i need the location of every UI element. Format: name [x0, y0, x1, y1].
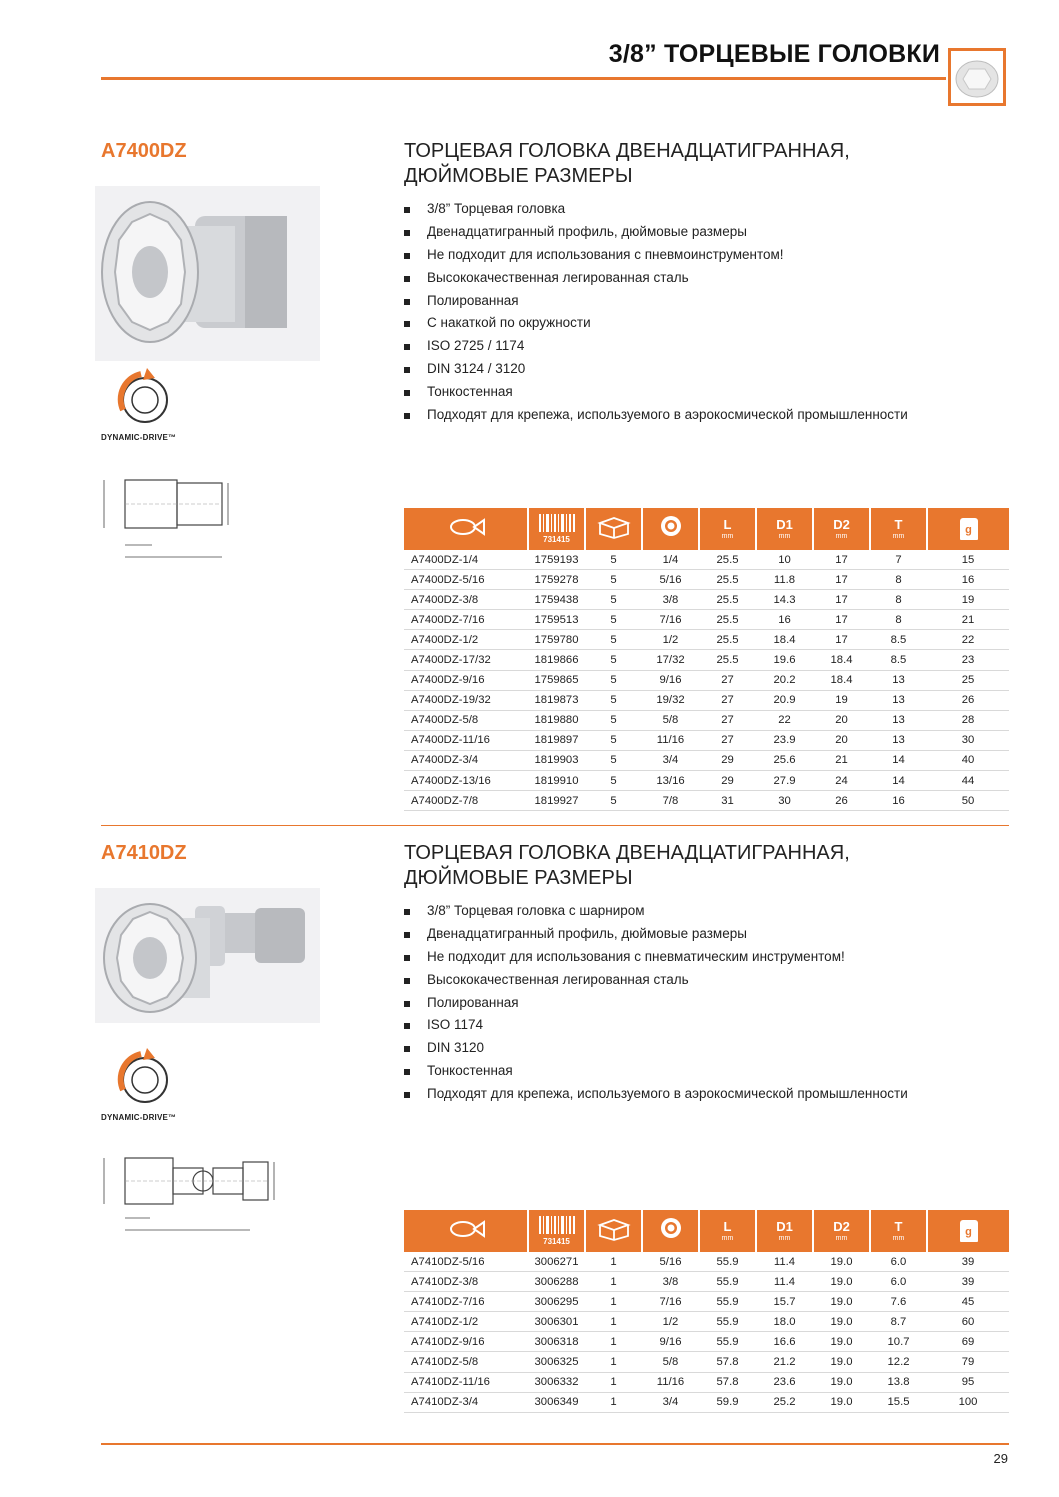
table-cell: 29	[699, 750, 756, 770]
barcode-icon	[528, 508, 585, 550]
table-cell: 3006325	[528, 1352, 585, 1372]
table-cell: 11/16	[642, 730, 699, 750]
table-cell: 3006288	[528, 1272, 585, 1292]
table-cell: 3/4	[642, 1392, 699, 1412]
table-cell: 40	[927, 750, 1009, 770]
table-cell: 5/16	[642, 1252, 699, 1272]
dimension-drawing	[100, 475, 235, 565]
table-cell: 21.2	[756, 1352, 813, 1372]
table-cell: 5	[585, 570, 642, 590]
table-cell: 27	[699, 710, 756, 730]
table-cell: 5	[585, 610, 642, 630]
table-row	[404, 1372, 1009, 1392]
table-cell: A7400DZ-7/8	[404, 791, 528, 811]
table-cell: 59.9	[699, 1392, 756, 1412]
table-cell: A7410DZ-3/8	[404, 1272, 528, 1292]
table-cell: 17	[813, 630, 870, 650]
table-cell: 16	[870, 791, 927, 811]
table-cell: 3006301	[528, 1312, 585, 1332]
table-cell: 19.0	[813, 1312, 870, 1332]
table-row	[404, 1332, 1009, 1352]
table-cell: 30	[927, 730, 1009, 750]
table-cell: 1/2	[642, 630, 699, 650]
table-cell: 3/8	[642, 1272, 699, 1292]
d2-header: D2 mm	[813, 508, 870, 550]
table-cell: A7400DZ-13/16	[404, 771, 528, 791]
page-title: 3/8” ТОРЦЕВЫЕ ГОЛОВКИ	[608, 40, 940, 68]
d1-header: D1 mm	[756, 508, 813, 550]
table-cell: 19.0	[813, 1372, 870, 1392]
table-row	[404, 1252, 1009, 1272]
table-cell: 5	[585, 670, 642, 690]
table-cell: 25.5	[699, 590, 756, 610]
table-cell: 5	[585, 550, 642, 570]
table-row	[404, 670, 1009, 690]
table-cell: 3006332	[528, 1372, 585, 1392]
table-cell: 19/32	[642, 690, 699, 710]
table-cell: 1759278	[528, 570, 585, 590]
product-title-line: ДЮЙМОВЫЕ РАЗМЕРЫ	[404, 867, 633, 889]
table-cell: 13	[870, 690, 927, 710]
feature-item: ISO 2725 / 1174	[404, 335, 908, 358]
barcode-icon	[528, 1210, 585, 1252]
table-cell: 5	[585, 771, 642, 791]
table-row	[404, 570, 1009, 590]
table-cell: 9/16	[642, 1332, 699, 1352]
table-row	[404, 1292, 1009, 1312]
table-cell: A7400DZ-3/4	[404, 750, 528, 770]
product-title-line: ДЮЙМОВЫЕ РАЗМЕРЫ	[404, 165, 633, 187]
dimension-drawing	[100, 1150, 280, 1240]
table-cell: 55.9	[699, 1332, 756, 1352]
table-cell: 57.8	[699, 1372, 756, 1392]
socket-category-icon	[948, 48, 1006, 106]
table-row	[404, 630, 1009, 650]
table-cell: 13	[870, 730, 927, 750]
table-cell: 44	[927, 771, 1009, 791]
table-cell: 8	[870, 610, 927, 630]
product-photo	[95, 888, 320, 1023]
table-cell: 26	[813, 791, 870, 811]
table-cell: 16	[756, 610, 813, 630]
table-cell: 55.9	[699, 1252, 756, 1272]
d2-header: D2 mm	[813, 1210, 870, 1252]
table-cell: 45	[927, 1292, 1009, 1312]
table-cell: A7400DZ-3/8	[404, 590, 528, 610]
table-cell: 5	[585, 730, 642, 750]
length-header: L mm	[699, 1210, 756, 1252]
table-cell: 5/16	[642, 570, 699, 590]
table-cell: 31	[699, 791, 756, 811]
product-code: A7400DZ	[101, 140, 187, 162]
table-cell: 14.3	[756, 590, 813, 610]
table-cell: 17/32	[642, 650, 699, 670]
table-cell: 25.5	[699, 550, 756, 570]
table-cell: 1759513	[528, 610, 585, 630]
table-cell: 1	[585, 1332, 642, 1352]
table-cell: A7410DZ-3/4	[404, 1392, 528, 1412]
feature-item: Подходят для крепежа, используемого в аэрокосмической промышленности	[404, 1083, 908, 1106]
table-cell: A7400DZ-19/32	[404, 690, 528, 710]
table-cell: 22	[927, 630, 1009, 650]
feature-item: 3/8” Торцевая головка	[404, 198, 908, 221]
table-cell: 5	[585, 750, 642, 770]
table-cell: A7410DZ-11/16	[404, 1372, 528, 1392]
table-cell: 30	[756, 791, 813, 811]
table-cell: 18.4	[813, 670, 870, 690]
table-row	[404, 1352, 1009, 1372]
dynamic-drive-label: DYNAMIC-DRIVE™	[101, 433, 177, 442]
socket-12pt-icon	[642, 508, 699, 550]
dynamic-drive-logo	[101, 1040, 201, 1122]
table-cell: 1819910	[528, 771, 585, 791]
table-cell: 3006349	[528, 1392, 585, 1412]
table-cell: 27	[699, 690, 756, 710]
table-cell: 1819866	[528, 650, 585, 670]
table-cell: 1819873	[528, 690, 585, 710]
table-cell: 19	[927, 590, 1009, 610]
feature-item: Не подходит для использования с пневмоинструментом!	[404, 244, 908, 267]
table-cell: 1/4	[642, 550, 699, 570]
table-cell: A7410DZ-1/2	[404, 1312, 528, 1332]
table-cell: 7/16	[642, 1292, 699, 1312]
table-cell: 1/2	[642, 1312, 699, 1332]
table-cell: 8.7	[870, 1312, 927, 1332]
table-cell: 23.9	[756, 730, 813, 750]
table-cell: 21	[813, 750, 870, 770]
table-cell: 25.5	[699, 650, 756, 670]
table-cell: 19.0	[813, 1392, 870, 1412]
table-cell: 1759780	[528, 630, 585, 650]
table-cell: 19.0	[813, 1272, 870, 1292]
box-icon	[585, 1210, 642, 1252]
socket-12pt-icon	[642, 1210, 699, 1252]
table-cell: A7400DZ-7/16	[404, 610, 528, 630]
table-row	[404, 590, 1009, 610]
table-cell: 20.9	[756, 690, 813, 710]
fish-icon	[404, 508, 528, 550]
table-cell: 27	[699, 670, 756, 690]
table-cell: 10	[756, 550, 813, 570]
table-cell: 69	[927, 1332, 1009, 1352]
table-cell: 20	[813, 710, 870, 730]
spec-table	[404, 1210, 1009, 1413]
feature-item: Высококачественная легированная сталь	[404, 267, 908, 290]
table-cell: 23	[927, 650, 1009, 670]
table-cell: 14	[870, 750, 927, 770]
table-cell: 11.4	[756, 1252, 813, 1272]
table-row	[404, 791, 1009, 811]
dynamic-drive-label: DYNAMIC-DRIVE™	[101, 1113, 177, 1122]
table-cell: 79	[927, 1352, 1009, 1372]
feature-item: Тонкостенная	[404, 381, 908, 404]
section-divider	[101, 825, 1009, 826]
feature-item: DIN 3124 / 3120	[404, 358, 908, 381]
feature-item: Не подходит для использования с пневматическим инструментом!	[404, 946, 908, 969]
table-row	[404, 650, 1009, 670]
spec-table	[404, 508, 1009, 811]
table-cell: 25	[927, 670, 1009, 690]
table-cell: 16	[927, 570, 1009, 590]
table-cell: A7400DZ-17/32	[404, 650, 528, 670]
table-cell: 1	[585, 1372, 642, 1392]
table-cell: A7410DZ-5/16	[404, 1252, 528, 1272]
table-cell: 17	[813, 590, 870, 610]
table-cell: 29	[699, 771, 756, 791]
table-cell: 7/8	[642, 791, 699, 811]
table-cell: 23.6	[756, 1372, 813, 1392]
table-cell: 15.7	[756, 1292, 813, 1312]
product-title	[404, 139, 964, 189]
feature-item: С накаткой по окружности	[404, 312, 908, 335]
table-body	[404, 1252, 1009, 1412]
table-cell: 5	[585, 590, 642, 610]
table-row	[404, 1392, 1009, 1412]
table-cell: 25.2	[756, 1392, 813, 1412]
t-header: T mm	[870, 1210, 927, 1252]
table-cell: 60	[927, 1312, 1009, 1332]
table-cell: 11/16	[642, 1372, 699, 1392]
box-icon	[585, 508, 642, 550]
table-cell: 8.5	[870, 630, 927, 650]
table-cell: 14	[870, 771, 927, 791]
table-cell: 5	[585, 650, 642, 670]
feature-item: ISO 1174	[404, 1014, 908, 1037]
product-code: A7410DZ	[101, 842, 187, 864]
table-cell: 5	[585, 791, 642, 811]
table-cell: 1759865	[528, 670, 585, 690]
table-row	[404, 771, 1009, 791]
table-cell: 18.4	[813, 650, 870, 670]
table-cell: 7/16	[642, 610, 699, 630]
table-row	[404, 750, 1009, 770]
feature-item: Двенадцатигранный профиль, дюймовые размеры	[404, 221, 908, 244]
table-cell: 5	[585, 630, 642, 650]
table-cell: 1759438	[528, 590, 585, 610]
table-cell: 19.0	[813, 1292, 870, 1312]
header-rule	[101, 77, 946, 80]
barcode-number: 731415	[543, 1237, 570, 1246]
product-title-line: ТОРЦЕВАЯ ГОЛОВКА ДВЕНАДЦАТИГРАННАЯ,	[404, 140, 850, 162]
table-cell: 13	[870, 670, 927, 690]
feature-item: Подходят для крепежа, используемого в аэрокосмической промышленности	[404, 404, 908, 427]
table-cell: 13.8	[870, 1372, 927, 1392]
table-cell: 8.5	[870, 650, 927, 670]
feature-item: Полированная	[404, 290, 908, 313]
table-cell: 55.9	[699, 1292, 756, 1312]
table-cell: 17	[813, 570, 870, 590]
table-cell: 5/8	[642, 710, 699, 730]
feature-list	[404, 900, 908, 1106]
table-cell: A7400DZ-5/8	[404, 710, 528, 730]
table-row	[404, 1272, 1009, 1292]
table-row	[404, 690, 1009, 710]
feature-list	[404, 198, 908, 427]
feature-item: DIN 3120	[404, 1037, 908, 1060]
table-cell: 16.6	[756, 1332, 813, 1352]
table-row	[404, 610, 1009, 630]
table-cell: 28	[927, 710, 1009, 730]
table-cell: 57.8	[699, 1352, 756, 1372]
table-cell: 26	[927, 690, 1009, 710]
table-cell: 19.0	[813, 1332, 870, 1352]
table-cell: 10.7	[870, 1332, 927, 1352]
table-cell: 5	[585, 690, 642, 710]
table-cell: 18.0	[756, 1312, 813, 1332]
length-header: L mm	[699, 508, 756, 550]
table-cell: 25.5	[699, 610, 756, 630]
table-cell: 8	[870, 590, 927, 610]
table-cell: 1	[585, 1352, 642, 1372]
t-header: T mm	[870, 508, 927, 550]
dynamic-drive-logo	[101, 360, 201, 442]
table-cell: 19.0	[813, 1352, 870, 1372]
table-cell: A7400DZ-1/4	[404, 550, 528, 570]
table-cell: 1819880	[528, 710, 585, 730]
table-header-row	[404, 508, 1009, 550]
table-cell: 1	[585, 1392, 642, 1412]
table-row	[404, 730, 1009, 750]
table-cell: 12.2	[870, 1352, 927, 1372]
table-cell: 27	[699, 730, 756, 750]
table-body	[404, 550, 1009, 811]
feature-item: 3/8” Торцевая головка с шарниром	[404, 900, 908, 923]
table-cell: 7.6	[870, 1292, 927, 1312]
footer-rule	[101, 1443, 1009, 1445]
table-cell: 19	[813, 690, 870, 710]
table-cell: 15.5	[870, 1392, 927, 1412]
table-cell: A7400DZ-1/2	[404, 630, 528, 650]
table-cell: 22	[756, 710, 813, 730]
fish-icon	[404, 1210, 528, 1252]
table-cell: 18.4	[756, 630, 813, 650]
table-cell: 6.0	[870, 1252, 927, 1272]
table-cell: 1819927	[528, 791, 585, 811]
table-cell: 39	[927, 1272, 1009, 1292]
table-cell: 19.6	[756, 650, 813, 670]
table-cell: 9/16	[642, 670, 699, 690]
feature-item: Полированная	[404, 992, 908, 1015]
table-cell: A7410DZ-5/8	[404, 1352, 528, 1372]
table-cell: A7410DZ-7/16	[404, 1292, 528, 1312]
table-cell: 6.0	[870, 1272, 927, 1292]
table-cell: A7400DZ-5/16	[404, 570, 528, 590]
weight-icon: g	[927, 508, 1009, 550]
table-cell: 11.4	[756, 1272, 813, 1292]
table-cell: 100	[927, 1392, 1009, 1412]
table-cell: 55.9	[699, 1312, 756, 1332]
table-cell: 20.2	[756, 670, 813, 690]
table-cell: 50	[927, 791, 1009, 811]
table-cell: 25.5	[699, 630, 756, 650]
table-cell: 1	[585, 1252, 642, 1272]
table-row	[404, 710, 1009, 730]
table-cell: 95	[927, 1372, 1009, 1392]
product-photo	[95, 186, 320, 361]
table-row	[404, 550, 1009, 570]
table-cell: 3006318	[528, 1332, 585, 1352]
barcode-number: 731415	[543, 535, 570, 544]
table-cell: 1	[585, 1312, 642, 1332]
table-cell: 8	[870, 570, 927, 590]
weight-icon: g	[927, 1210, 1009, 1252]
table-cell: 3/8	[642, 590, 699, 610]
table-cell: 24	[813, 771, 870, 791]
table-row	[404, 1312, 1009, 1332]
table-cell: 39	[927, 1252, 1009, 1272]
table-cell: 17	[813, 550, 870, 570]
table-cell: 3/4	[642, 750, 699, 770]
table-cell: 1759193	[528, 550, 585, 570]
table-cell: 15	[927, 550, 1009, 570]
table-cell: 1819897	[528, 730, 585, 750]
table-cell: 11.8	[756, 570, 813, 590]
table-cell: 25.6	[756, 750, 813, 770]
table-cell: 5	[585, 710, 642, 730]
table-cell: 1	[585, 1292, 642, 1312]
table-cell: 13	[870, 710, 927, 730]
table-cell: 1819903	[528, 750, 585, 770]
table-cell: 20	[813, 730, 870, 750]
table-cell: 21	[927, 610, 1009, 630]
table-cell: 1	[585, 1272, 642, 1292]
table-cell: 19.0	[813, 1252, 870, 1272]
table-cell: 55.9	[699, 1272, 756, 1292]
table-cell: 5/8	[642, 1352, 699, 1372]
table-cell: 3006295	[528, 1292, 585, 1312]
table-cell: A7410DZ-9/16	[404, 1332, 528, 1352]
table-header-row	[404, 1210, 1009, 1252]
feature-item: Высококачественная легированная сталь	[404, 969, 908, 992]
table-cell: A7400DZ-9/16	[404, 670, 528, 690]
d1-header: D1 mm	[756, 1210, 813, 1252]
product-title-line: ТОРЦЕВАЯ ГОЛОВКА ДВЕНАДЦАТИГРАННАЯ,	[404, 842, 850, 864]
table-cell: 13/16	[642, 771, 699, 791]
page-number: 29	[993, 1451, 1008, 1466]
feature-item: Двенадцатигранный профиль, дюймовые размеры	[404, 923, 908, 946]
feature-item: Тонкостенная	[404, 1060, 908, 1083]
product-title	[404, 841, 964, 891]
table-cell: 27.9	[756, 771, 813, 791]
table-cell: 3006271	[528, 1252, 585, 1272]
table-cell: 7	[870, 550, 927, 570]
table-cell: 17	[813, 610, 870, 630]
table-cell: 25.5	[699, 570, 756, 590]
table-cell: A7400DZ-11/16	[404, 730, 528, 750]
